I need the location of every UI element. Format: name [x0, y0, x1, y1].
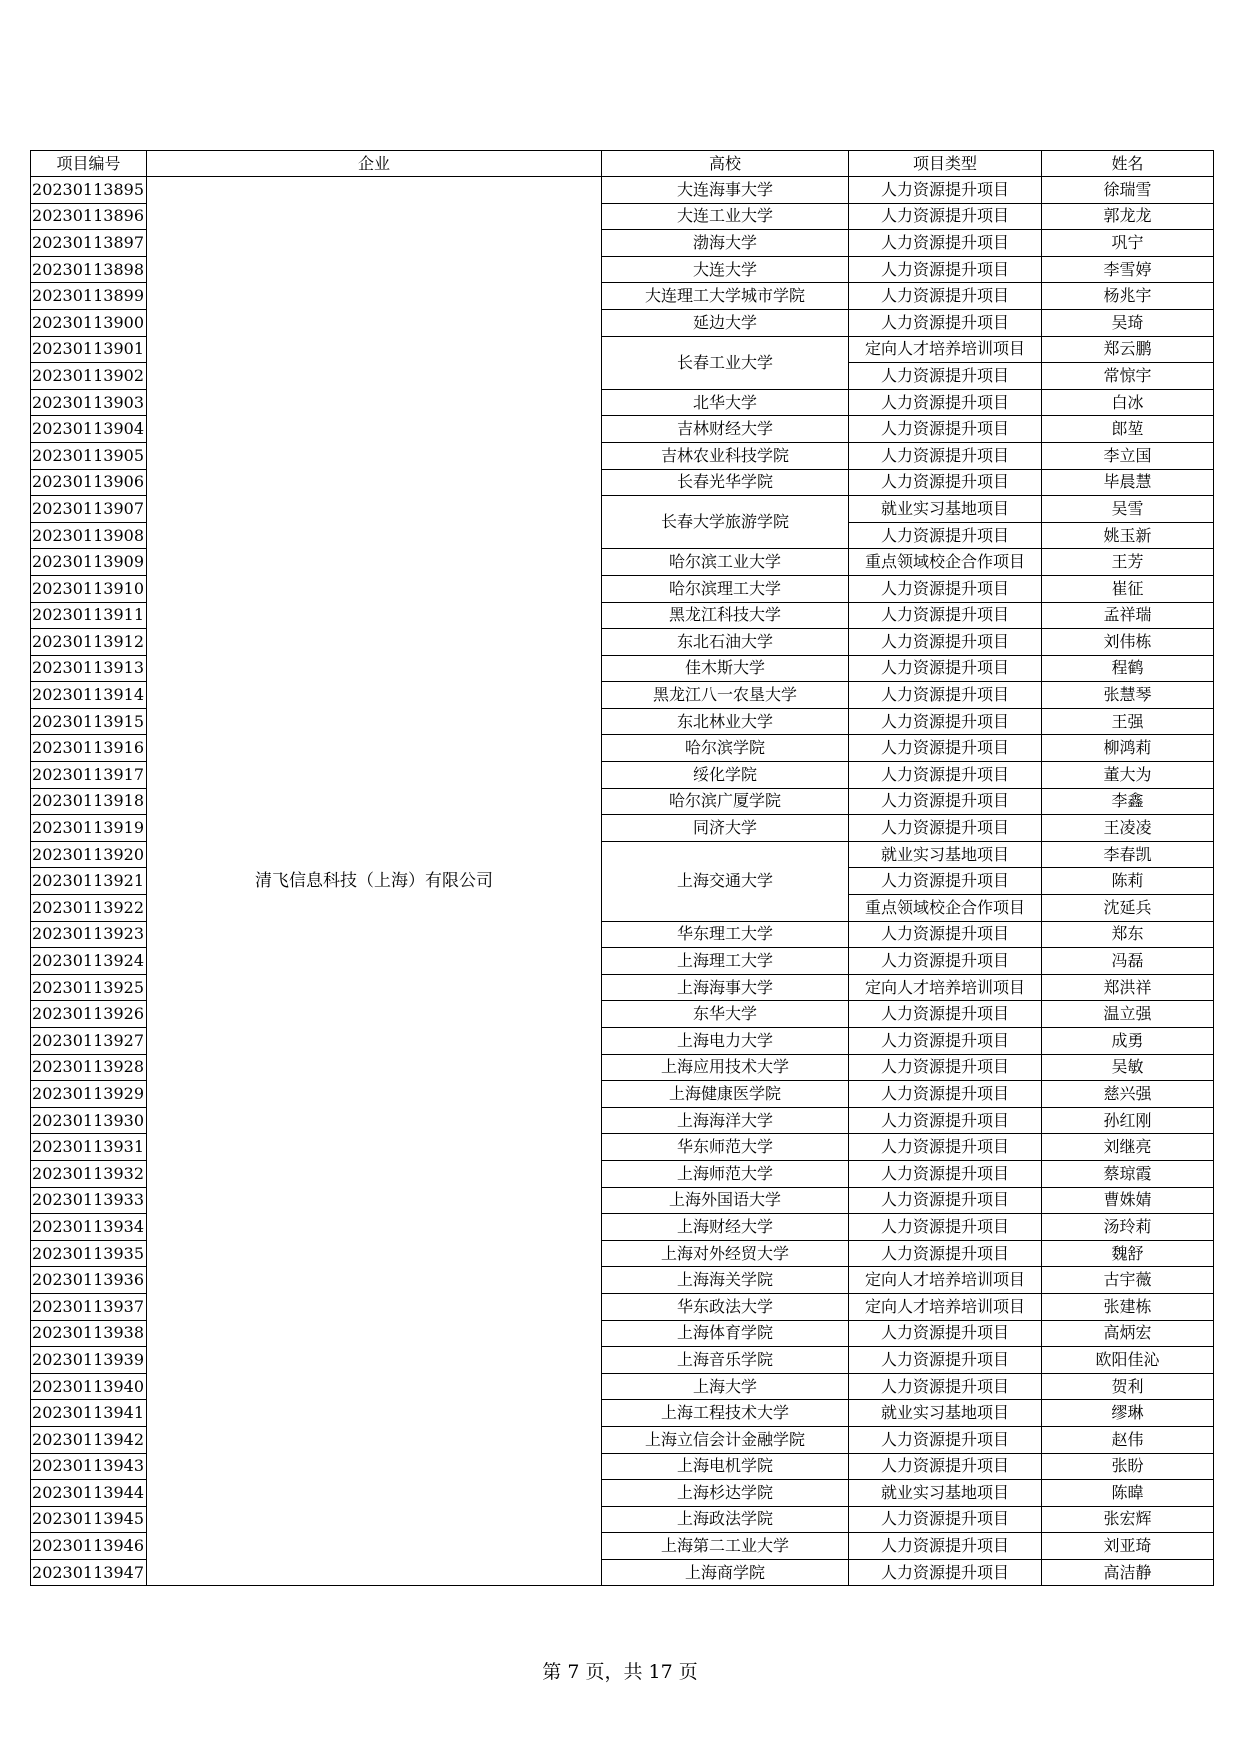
person-name-cell: 高洁静	[1042, 1559, 1214, 1586]
school-cell: 上海立信会计金融学院	[602, 1426, 849, 1453]
person-name-cell: 张建栋	[1042, 1293, 1214, 1320]
person-name-cell: 高炳宏	[1042, 1320, 1214, 1347]
header-project-type: 项目类型	[849, 151, 1042, 177]
project-type-cell: 人力资源提升项目	[849, 948, 1042, 975]
school-cell: 上海财经大学	[602, 1214, 849, 1241]
person-name-cell: 程鹤	[1042, 655, 1214, 682]
school-cell: 上海师范大学	[602, 1160, 849, 1187]
project-type-cell: 人力资源提升项目	[849, 1453, 1042, 1480]
project-id-cell: 20230113919	[31, 815, 147, 842]
project-type-cell: 人力资源提升项目	[849, 1134, 1042, 1161]
project-type-cell: 人力资源提升项目	[849, 1081, 1042, 1108]
person-name-cell: 吴雪	[1042, 496, 1214, 523]
project-id-cell: 20230113926	[31, 1001, 147, 1028]
project-id-cell: 20230113945	[31, 1506, 147, 1533]
project-type-cell: 人力资源提升项目	[849, 1214, 1042, 1241]
project-type-cell: 人力资源提升项目	[849, 921, 1042, 948]
person-name-cell: 赵伟	[1042, 1426, 1214, 1453]
school-cell: 长春工业大学	[602, 336, 849, 389]
project-id-cell: 20230113940	[31, 1373, 147, 1400]
project-type-cell: 人力资源提升项目	[849, 602, 1042, 629]
school-cell: 黑龙江八一农垦大学	[602, 682, 849, 709]
project-id-cell: 20230113941	[31, 1400, 147, 1427]
school-cell: 延边大学	[602, 309, 849, 336]
person-name-cell: 郑洪祥	[1042, 974, 1214, 1001]
project-id-cell: 20230113936	[31, 1267, 147, 1294]
person-name-cell: 李春凯	[1042, 841, 1214, 868]
project-id-cell: 20230113903	[31, 389, 147, 416]
project-type-cell: 重点领域校企合作项目	[849, 549, 1042, 576]
project-id-cell: 20230113915	[31, 708, 147, 735]
project-table	[30, 150, 1214, 1586]
school-cell: 上海交通大学	[602, 841, 849, 921]
school-cell: 上海音乐学院	[602, 1347, 849, 1374]
school-cell: 上海工程技术大学	[602, 1400, 849, 1427]
person-name-cell: 郑东	[1042, 921, 1214, 948]
project-type-cell: 人力资源提升项目	[849, 363, 1042, 390]
school-cell: 上海电机学院	[602, 1453, 849, 1480]
project-id-cell: 20230113912	[31, 629, 147, 656]
person-name-cell: 姚玉新	[1042, 522, 1214, 549]
person-name-cell: 柳鸿莉	[1042, 735, 1214, 762]
project-id-cell: 20230113899	[31, 283, 147, 310]
person-name-cell: 李雪婷	[1042, 256, 1214, 283]
project-id-cell: 20230113924	[31, 948, 147, 975]
header-name: 姓名	[1042, 151, 1214, 177]
person-name-cell: 刘伟栋	[1042, 629, 1214, 656]
person-name-cell: 郎堃	[1042, 416, 1214, 443]
school-cell: 哈尔滨理工大学	[602, 575, 849, 602]
project-type-cell: 人力资源提升项目	[849, 522, 1042, 549]
school-cell: 上海政法学院	[602, 1506, 849, 1533]
project-type-cell: 人力资源提升项目	[849, 1373, 1042, 1400]
page-footer: 第 7 页，共 17 页	[542, 1661, 698, 1683]
project-id-cell: 20230113944	[31, 1480, 147, 1507]
project-type-cell: 人力资源提升项目	[849, 256, 1042, 283]
project-type-cell: 人力资源提升项目	[849, 629, 1042, 656]
school-cell: 北华大学	[602, 389, 849, 416]
person-name-cell: 张盼	[1042, 1453, 1214, 1480]
project-id-cell: 20230113929	[31, 1081, 147, 1108]
project-id-cell: 20230113909	[31, 549, 147, 576]
project-type-cell: 人力资源提升项目	[849, 469, 1042, 496]
project-type-cell: 就业实习基地项目	[849, 1480, 1042, 1507]
project-id-cell: 20230113923	[31, 921, 147, 948]
school-cell: 吉林农业科技学院	[602, 442, 849, 469]
project-type-cell: 人力资源提升项目	[849, 682, 1042, 709]
project-id-cell: 20230113918	[31, 788, 147, 815]
school-cell: 吉林财经大学	[602, 416, 849, 443]
school-cell: 佳木斯大学	[602, 655, 849, 682]
project-type-cell: 定向人才培养培训项目	[849, 1267, 1042, 1294]
person-name-cell: 缪琳	[1042, 1400, 1214, 1427]
person-name-cell: 温立强	[1042, 1001, 1214, 1028]
person-name-cell: 王凌凌	[1042, 815, 1214, 842]
school-cell: 哈尔滨广厦学院	[602, 788, 849, 815]
school-cell: 上海应用技术大学	[602, 1054, 849, 1081]
project-type-cell: 人力资源提升项目	[849, 1347, 1042, 1374]
project-type-cell: 就业实习基地项目	[849, 496, 1042, 523]
project-id-cell: 20230113935	[31, 1240, 147, 1267]
project-id-cell: 20230113900	[31, 309, 147, 336]
project-type-cell: 人力资源提升项目	[849, 1054, 1042, 1081]
project-id-cell: 20230113914	[31, 682, 147, 709]
project-id-cell: 20230113933	[31, 1187, 147, 1214]
school-cell: 东华大学	[602, 1001, 849, 1028]
school-cell: 上海杉达学院	[602, 1480, 849, 1507]
project-type-cell: 人力资源提升项目	[849, 762, 1042, 789]
person-name-cell: 贺利	[1042, 1373, 1214, 1400]
person-name-cell: 慈兴强	[1042, 1081, 1214, 1108]
school-cell: 长春光华学院	[602, 469, 849, 496]
person-name-cell: 古宇薇	[1042, 1267, 1214, 1294]
school-cell: 同济大学	[602, 815, 849, 842]
project-id-cell: 20230113908	[31, 522, 147, 549]
project-id-cell: 20230113911	[31, 602, 147, 629]
person-name-cell: 刘继亮	[1042, 1134, 1214, 1161]
project-id-cell: 20230113920	[31, 841, 147, 868]
person-name-cell: 陈莉	[1042, 868, 1214, 895]
person-name-cell: 董大为	[1042, 762, 1214, 789]
project-type-cell: 人力资源提升项目	[849, 1160, 1042, 1187]
school-cell: 华东理工大学	[602, 921, 849, 948]
project-id-cell: 20230113922	[31, 895, 147, 922]
project-id-cell: 20230113947	[31, 1559, 147, 1586]
project-id-cell: 20230113932	[31, 1160, 147, 1187]
header-school: 高校	[602, 151, 849, 177]
project-type-cell: 人力资源提升项目	[849, 203, 1042, 230]
person-name-cell: 蔡琼霞	[1042, 1160, 1214, 1187]
project-id-cell: 20230113916	[31, 735, 147, 762]
person-name-cell: 郑云鹏	[1042, 336, 1214, 363]
person-name-cell: 孙红刚	[1042, 1107, 1214, 1134]
person-name-cell: 曹姝婧	[1042, 1187, 1214, 1214]
header-project-id: 项目编号	[31, 151, 147, 177]
project-id-cell: 20230113934	[31, 1214, 147, 1241]
project-id-cell: 20230113931	[31, 1134, 147, 1161]
project-type-cell: 人力资源提升项目	[849, 1533, 1042, 1560]
person-name-cell: 汤玲莉	[1042, 1214, 1214, 1241]
school-cell: 长春大学旅游学院	[602, 496, 849, 549]
project-type-cell: 人力资源提升项目	[849, 416, 1042, 443]
school-cell: 大连海事大学	[602, 177, 849, 204]
project-type-cell: 人力资源提升项目	[849, 442, 1042, 469]
person-name-cell: 成勇	[1042, 1028, 1214, 1055]
project-id-cell: 20230113943	[31, 1453, 147, 1480]
school-cell: 渤海大学	[602, 230, 849, 257]
project-type-cell: 人力资源提升项目	[849, 389, 1042, 416]
school-cell: 上海海关学院	[602, 1267, 849, 1294]
project-id-cell: 20230113921	[31, 868, 147, 895]
project-type-cell: 人力资源提升项目	[849, 1426, 1042, 1453]
school-cell: 东北林业大学	[602, 708, 849, 735]
person-name-cell: 郭龙龙	[1042, 203, 1214, 230]
project-type-cell: 人力资源提升项目	[849, 1559, 1042, 1586]
project-id-cell: 20230113895	[31, 177, 147, 204]
person-name-cell: 张慧琴	[1042, 682, 1214, 709]
project-type-cell: 人力资源提升项目	[849, 1320, 1042, 1347]
school-cell: 东北石油大学	[602, 629, 849, 656]
person-name-cell: 杨兆宇	[1042, 283, 1214, 310]
school-cell: 大连理工大学城市学院	[602, 283, 849, 310]
project-id-cell: 20230113946	[31, 1533, 147, 1560]
person-name-cell: 毕晨慧	[1042, 469, 1214, 496]
person-name-cell: 李立国	[1042, 442, 1214, 469]
project-id-cell: 20230113905	[31, 442, 147, 469]
project-type-cell: 人力资源提升项目	[849, 708, 1042, 735]
project-type-cell: 人力资源提升项目	[849, 788, 1042, 815]
school-cell: 上海商学院	[602, 1559, 849, 1586]
company-cell: 清飞信息科技（上海）有限公司	[147, 177, 602, 1586]
project-type-cell: 定向人才培养培训项目	[849, 974, 1042, 1001]
school-cell: 上海海事大学	[602, 974, 849, 1001]
project-id-cell: 20230113927	[31, 1028, 147, 1055]
project-type-cell: 人力资源提升项目	[849, 735, 1042, 762]
project-id-cell: 20230113896	[31, 203, 147, 230]
person-name-cell: 白冰	[1042, 389, 1214, 416]
project-type-cell: 人力资源提升项目	[849, 1187, 1042, 1214]
project-type-cell: 定向人才培养培训项目	[849, 1293, 1042, 1320]
project-id-cell: 20230113930	[31, 1107, 147, 1134]
school-cell: 华东师范大学	[602, 1134, 849, 1161]
school-cell: 上海大学	[602, 1373, 849, 1400]
person-name-cell: 巩宁	[1042, 230, 1214, 257]
school-cell: 大连大学	[602, 256, 849, 283]
table-body	[31, 177, 1214, 1586]
project-type-cell: 重点领域校企合作项目	[849, 895, 1042, 922]
table-row	[31, 177, 1214, 204]
project-type-cell: 人力资源提升项目	[849, 868, 1042, 895]
project-id-cell: 20230113925	[31, 974, 147, 1001]
project-type-cell: 就业实习基地项目	[849, 1400, 1042, 1427]
school-cell: 哈尔滨工业大学	[602, 549, 849, 576]
person-name-cell: 张宏辉	[1042, 1506, 1214, 1533]
project-id-cell: 20230113928	[31, 1054, 147, 1081]
person-name-cell: 徐瑞雪	[1042, 177, 1214, 204]
project-type-cell: 人力资源提升项目	[849, 575, 1042, 602]
person-name-cell: 孟祥瑞	[1042, 602, 1214, 629]
school-cell: 上海第二工业大学	[602, 1533, 849, 1560]
project-type-cell: 人力资源提升项目	[849, 309, 1042, 336]
project-id-cell: 20230113907	[31, 496, 147, 523]
project-id-cell: 20230113904	[31, 416, 147, 443]
person-name-cell: 崔征	[1042, 575, 1214, 602]
person-name-cell: 刘亚琦	[1042, 1533, 1214, 1560]
school-cell: 上海电力大学	[602, 1028, 849, 1055]
person-name-cell: 常惊宇	[1042, 363, 1214, 390]
school-cell: 华东政法大学	[602, 1293, 849, 1320]
school-cell: 黑龙江科技大学	[602, 602, 849, 629]
project-type-cell: 人力资源提升项目	[849, 1001, 1042, 1028]
school-cell: 上海理工大学	[602, 948, 849, 975]
project-id-cell: 20230113917	[31, 762, 147, 789]
project-type-cell: 定向人才培养培训项目	[849, 336, 1042, 363]
project-id-cell: 20230113939	[31, 1347, 147, 1374]
school-cell: 上海海洋大学	[602, 1107, 849, 1134]
school-cell: 上海健康医学院	[602, 1081, 849, 1108]
project-id-cell: 20230113938	[31, 1320, 147, 1347]
project-id-cell: 20230113898	[31, 256, 147, 283]
project-type-cell: 人力资源提升项目	[849, 283, 1042, 310]
project-type-cell: 就业实习基地项目	[849, 841, 1042, 868]
project-type-cell: 人力资源提升项目	[849, 1506, 1042, 1533]
school-cell: 哈尔滨学院	[602, 735, 849, 762]
school-cell: 上海对外经贸大学	[602, 1240, 849, 1267]
person-name-cell: 欧阳佳沁	[1042, 1347, 1214, 1374]
person-name-cell: 王芳	[1042, 549, 1214, 576]
project-id-cell: 20230113897	[31, 230, 147, 257]
person-name-cell: 冯磊	[1042, 948, 1214, 975]
school-cell: 绥化学院	[602, 762, 849, 789]
person-name-cell: 魏舒	[1042, 1240, 1214, 1267]
project-type-cell: 人力资源提升项目	[849, 177, 1042, 204]
project-id-cell: 20230113906	[31, 469, 147, 496]
project-type-cell: 人力资源提升项目	[849, 1240, 1042, 1267]
person-name-cell: 吴琦	[1042, 309, 1214, 336]
person-name-cell: 陈暐	[1042, 1480, 1214, 1507]
person-name-cell: 李鑫	[1042, 788, 1214, 815]
person-name-cell: 吴敏	[1042, 1054, 1214, 1081]
project-id-cell: 20230113902	[31, 363, 147, 390]
project-type-cell: 人力资源提升项目	[849, 1028, 1042, 1055]
project-id-cell: 20230113942	[31, 1426, 147, 1453]
project-id-cell: 20230113937	[31, 1293, 147, 1320]
school-cell: 上海外国语大学	[602, 1187, 849, 1214]
project-id-cell: 20230113913	[31, 655, 147, 682]
table-header-row	[31, 151, 1214, 177]
project-type-cell: 人力资源提升项目	[849, 815, 1042, 842]
person-name-cell: 沈延兵	[1042, 895, 1214, 922]
project-id-cell: 20230113901	[31, 336, 147, 363]
school-cell: 大连工业大学	[602, 203, 849, 230]
person-name-cell: 王强	[1042, 708, 1214, 735]
project-type-cell: 人力资源提升项目	[849, 230, 1042, 257]
header-company: 企业	[147, 151, 602, 177]
school-cell: 上海体育学院	[602, 1320, 849, 1347]
project-id-cell: 20230113910	[31, 575, 147, 602]
project-type-cell: 人力资源提升项目	[849, 1107, 1042, 1134]
project-type-cell: 人力资源提升项目	[849, 655, 1042, 682]
